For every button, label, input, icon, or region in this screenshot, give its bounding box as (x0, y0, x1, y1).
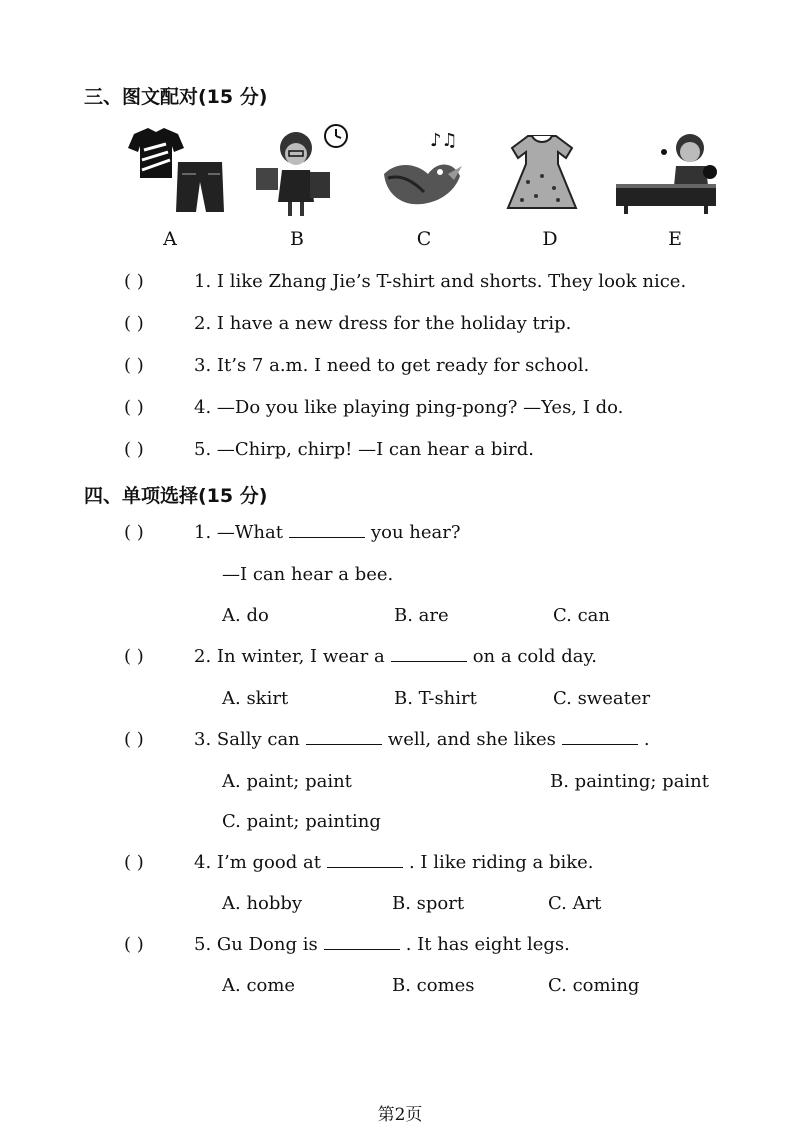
answer-bracket-4-3[interactable]: ( ) (124, 729, 144, 750)
singing-bird-icon (378, 130, 468, 212)
answer-blank[interactable] (306, 730, 382, 745)
question-4 (194, 852, 594, 873)
answer-blank[interactable] (562, 730, 638, 745)
option-2a[interactable]: A. skirt (222, 688, 289, 709)
answer-bracket-3-5[interactable]: ( ) (124, 439, 144, 460)
option-1b[interactable]: B. are (394, 605, 449, 626)
option-5a[interactable]: A. come (222, 975, 296, 996)
answer-bracket-3-2[interactable]: ( ) (124, 313, 144, 334)
matching-item-2: 2. I have a new dress for the holiday trip. (194, 313, 572, 334)
matching-item-4: 4. —Do you like playing ping-pong? —Yes, I do. (194, 397, 624, 418)
girl-with-clock-and-shopping-icon (252, 122, 352, 220)
answer-blank[interactable] (391, 647, 467, 662)
question-1-stem: 1. —What (194, 522, 283, 543)
section-3-title: 三、图文配对(15 分) (84, 86, 268, 108)
option-4a[interactable]: A. hobby (222, 893, 303, 914)
picture-label-c: C (416, 228, 432, 250)
question-5-stem: 5. Gu Dong is (194, 934, 318, 955)
option-4b[interactable]: B. sport (392, 893, 465, 914)
dress-icon (506, 132, 578, 212)
option-3b[interactable]: B. painting; paint (550, 771, 710, 792)
answer-bracket-3-3[interactable]: ( ) (124, 355, 144, 376)
question-2-stem: 2. In winter, I wear a (194, 646, 385, 667)
picture-label-a: A (163, 228, 177, 250)
question-2-end: on a cold day. (472, 646, 597, 667)
matching-item-5: 5. —Chirp, chirp! —I can hear a bird. (194, 439, 534, 460)
question-1-end: you hear? (370, 522, 461, 543)
question-5 (194, 934, 570, 955)
answer-bracket-4-1[interactable]: ( ) (124, 522, 144, 543)
option-1a[interactable]: A. do (222, 605, 269, 626)
picture-label-d: D (542, 228, 558, 250)
question-2 (194, 646, 597, 667)
option-1c[interactable]: C. can (553, 605, 610, 626)
section-4-title: 四、单项选择(15 分) (84, 485, 268, 507)
question-1 (194, 522, 461, 543)
question-4-end: . I like riding a bike. (408, 852, 594, 873)
option-5c[interactable]: C. coming (548, 975, 640, 996)
question-4-stem: 4. I’m good at (194, 852, 321, 873)
option-3c[interactable]: C. paint; painting (222, 811, 381, 832)
answer-bracket-4-4[interactable]: ( ) (124, 852, 144, 873)
boy-playing-ping-pong-icon (614, 128, 720, 216)
page-number: 第2页 (377, 1105, 423, 1125)
question-3-stem: 3. Sally can (194, 729, 300, 750)
answer-blank[interactable] (289, 523, 365, 538)
option-3a[interactable]: A. paint; paint (222, 771, 352, 792)
clothes-tshirt-shorts-icon (126, 126, 226, 218)
svg-text:♪♫: ♪♫ (430, 130, 458, 151)
question-3-middle: well, and she likes (387, 729, 556, 750)
question-5-end: . It has eight legs. (405, 934, 570, 955)
answer-bracket-4-2[interactable]: ( ) (124, 646, 144, 667)
option-2b[interactable]: B. T-shirt (394, 688, 477, 709)
question-3-end: . (643, 729, 650, 750)
option-4c[interactable]: C. Art (548, 893, 602, 914)
option-5b[interactable]: B. comes (392, 975, 475, 996)
picture-label-e: E (668, 228, 682, 250)
option-2c[interactable]: C. sweater (553, 688, 651, 709)
picture-label-b: B (290, 228, 304, 250)
answer-bracket-3-4[interactable]: ( ) (124, 397, 144, 418)
question-1-response: —I can hear a bee. (222, 564, 394, 585)
answer-bracket-4-5[interactable]: ( ) (124, 934, 144, 955)
answer-bracket-3-1[interactable]: ( ) (124, 271, 144, 292)
answer-blank[interactable] (327, 853, 403, 868)
answer-blank[interactable] (324, 935, 400, 950)
matching-item-1: 1. I like Zhang Jie’s T-shirt and shorts. They look nice. (194, 271, 687, 292)
question-3 (194, 729, 650, 750)
matching-item-3: 3. It’s 7 a.m. I need to get ready for school. (194, 355, 590, 376)
